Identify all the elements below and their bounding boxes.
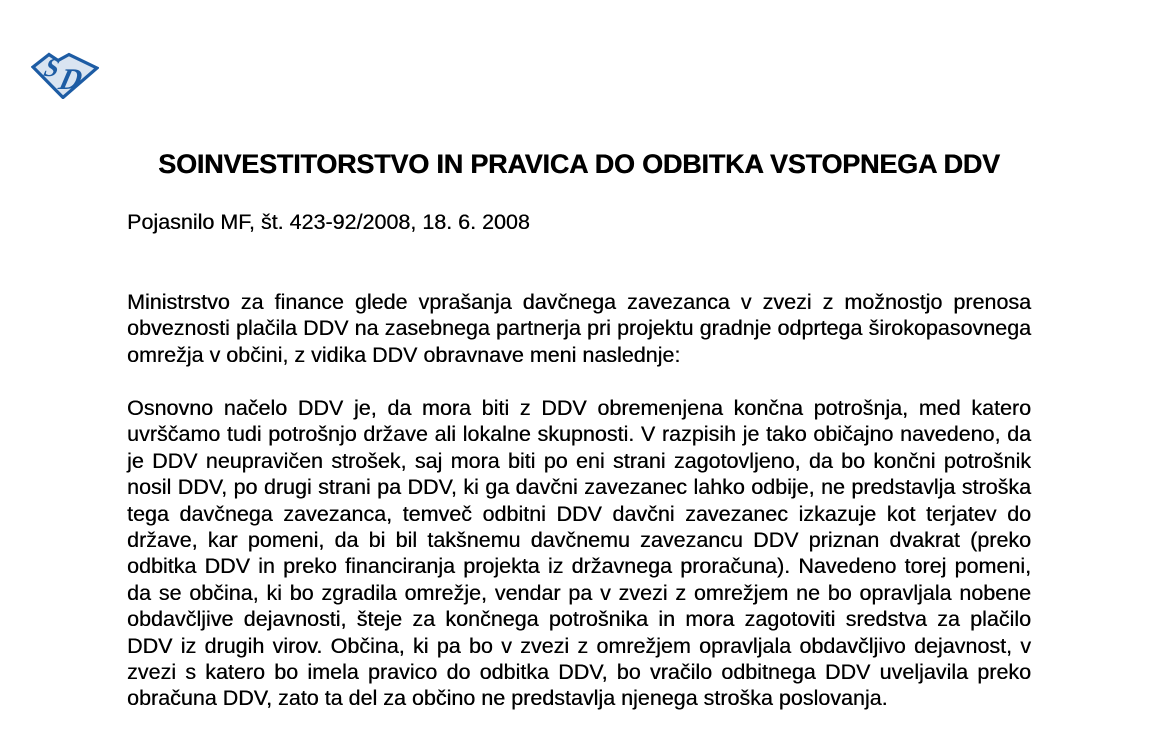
document-reference: Pojasnilo MF, št. 423-92/2008, 18. 6. 2008	[127, 210, 530, 234]
body-paragraph-explanation: Osnovno načelo DDV je, da mora biti z DDV obremenjena končna potrošnja, med katero uvrščamo tudi potrošnjo države ali lokalne skupnosti. V razpisih je tako običajno navedeno, da je DDV neupravičen strošek, saj mora biti po eni strani zagotovljeno, da bo končni potrošnik nosil DDV, po drugi strani pa DDV, ki ga davčni zavezanec lahko odbije, ne predstavlja stroška tega davčnega zavezanca, temveč odbitni DDV davčni zavezanec izkazuje kot terjatev do države, kar pomeni, da bi bil takšnemu davčnemu zavezancu DDV priznan dvakrat (preko odbitka DDV in preko financiranja projekta iz državnega proračuna). Navedeno torej pomeni, da se občina, ki bo zgradila omrežje, vendar pa v zvezi z omrežjem ne bo opravljala nobene obdavčljive dejavnosti, šteje za končnega potrošnika in mora zagotoviti sredstva za plačilo DDV iz drugih virov. Občina, ki pa bo v zvezi z omrežjem opravljala obdavčljivo dejavnost, v zvezi s katero bo imela pravico do odbitka DDV, bo vračilo odbitnega DDV uveljavila preko obračuna DDV, zato ta del za občino ne predstavlja njenega stroška poslovanja.	[127, 396, 1031, 711]
sd-shield-logo-icon	[31, 51, 99, 99]
logo-letter-s: S	[41, 52, 64, 82]
logo-letter-d: D	[55, 62, 86, 96]
document-title: SOINVESTITORSTVO IN PRAVICA DO ODBITKA VSTOPNEGA DDV	[158, 149, 1000, 179]
body-paragraph-intro: Ministrstvo za finance glede vprašanja davčnega zavezanca v zvezi z možnostjo prenosa obveznosti plačila DDV na zasebnega partnerja pri projektu gradnje odprtega širokopasovnega omrežja v občini, z vidika DDV obravnave meni naslednje:	[127, 290, 1031, 367]
